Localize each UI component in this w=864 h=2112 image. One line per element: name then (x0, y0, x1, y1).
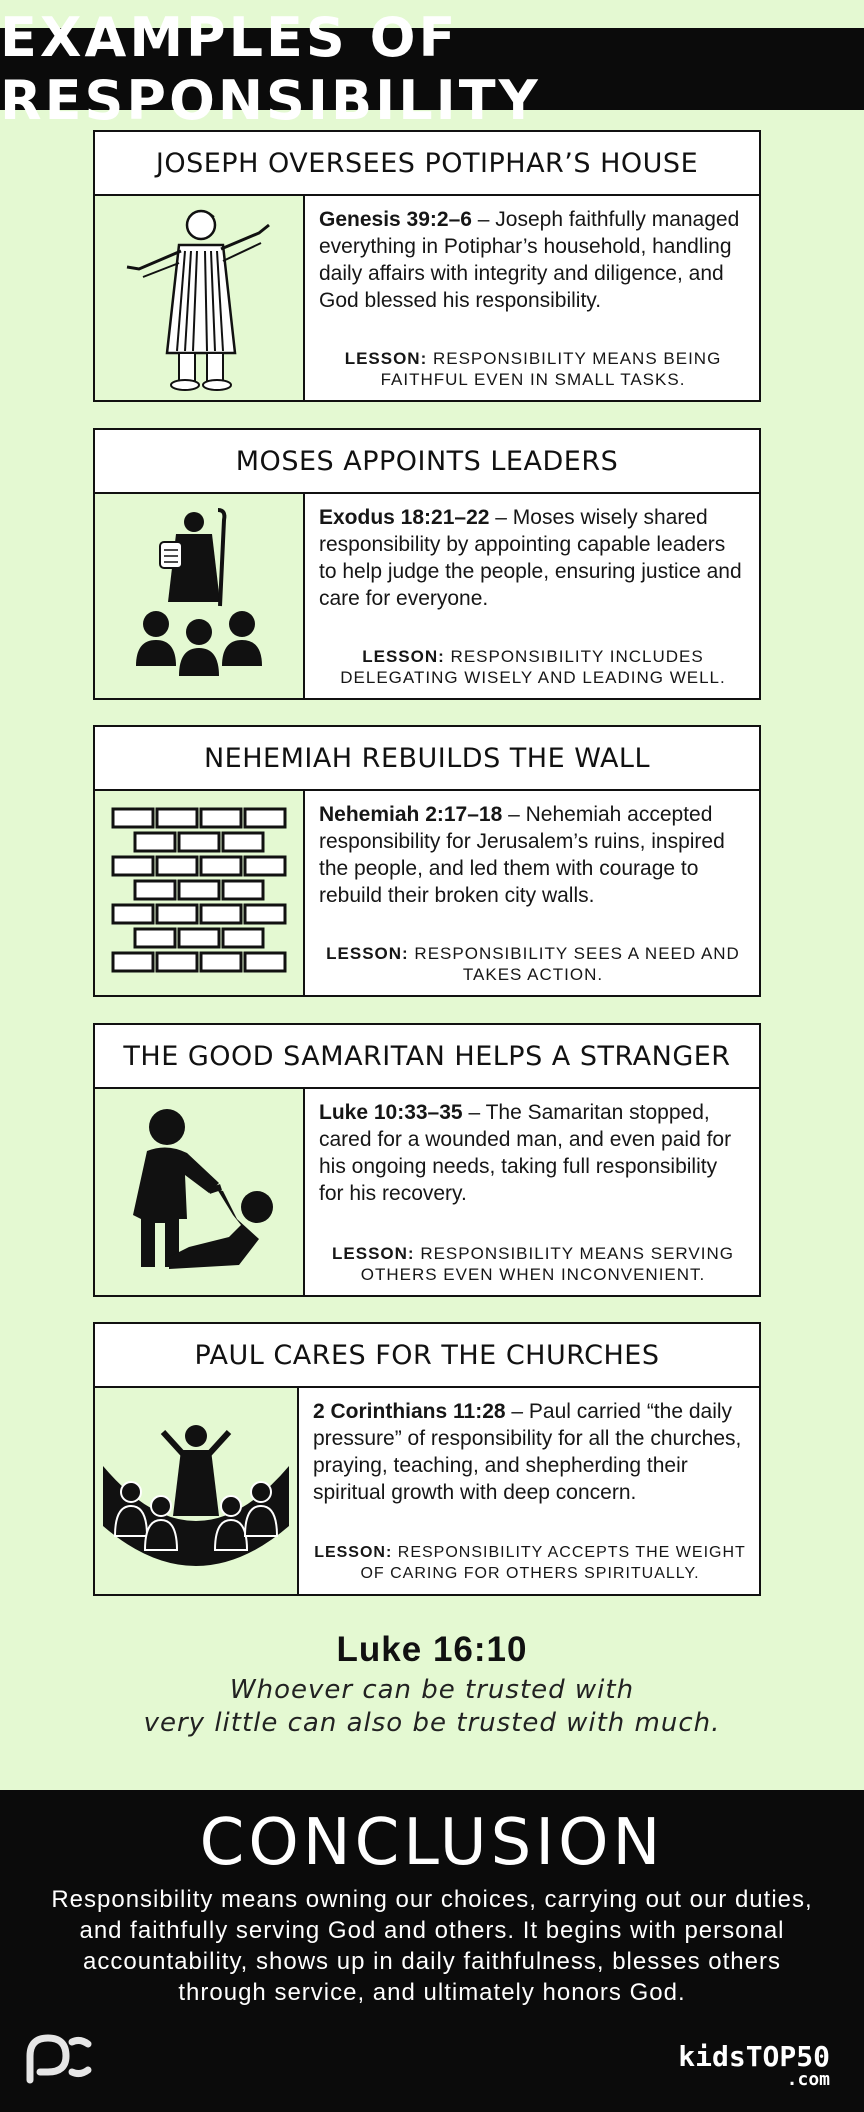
lesson-body: RESPONSIBILITY MEANS SERVING OTHERS EVEN WHEN INCONVENIENT. (360, 1244, 734, 1284)
scripture-text (313, 1398, 747, 1506)
scripture-body: – Moses wisely shared responsibility by appointing capable leaders to help judge the people, ensuring justice and care for everyone. (319, 506, 742, 610)
lesson-label: LESSON: (326, 944, 409, 963)
page-title-banner (0, 6, 864, 132)
brand-name-part2: TOP50 (745, 2040, 830, 2073)
scripture-body: – Joseph faithfully managed everything in Potiphar’s household, handling daily affairs with integrity and diligence, and God blessed his responsibility. (319, 208, 740, 312)
brand-domain: .com (786, 2069, 830, 2090)
lesson-text (319, 1243, 747, 1285)
example-card-paul (93, 1322, 761, 1596)
scripture-reference: Genesis 39:2–6 (319, 208, 472, 231)
pc-logo-icon (22, 2030, 94, 2089)
lesson-text (313, 1542, 747, 1584)
scripture-body: – Nehemiah accepted responsibility for Jerusalem’s ruins, inspired the people, and led them with courage to rebuild their broken city walls. (319, 803, 725, 907)
verse-reference: Luke 16:10 (336, 1630, 528, 1669)
brand-name-part1: kids (678, 2040, 746, 2073)
scripture-text (319, 801, 747, 909)
helping-hand-icon (95, 1089, 305, 1295)
moses-with-people-icon (95, 494, 305, 698)
lesson-label: LESSON: (332, 1244, 415, 1263)
card-title: JOSEPH OVERSEES POTIPHAR’S HOUSE (95, 132, 759, 196)
lesson-text (319, 943, 747, 985)
lesson-body: RESPONSIBILITY INCLUDES DELEGATING WISELY AND LEADING WELL. (340, 647, 726, 687)
page-title: EXAMPLES OF RESPONSIBILITY (0, 6, 541, 132)
scripture-reference: Luke 10:33–35 (319, 1101, 463, 1124)
example-card-joseph (93, 130, 761, 402)
scripture-text (319, 206, 747, 314)
lesson-text (319, 348, 747, 390)
conclusion-title: CONCLUSION (199, 1806, 665, 1880)
example-card-samaritan (93, 1023, 761, 1297)
key-verse (0, 1630, 864, 1740)
scripture-reference: 2 Corinthians 11:28 (313, 1400, 506, 1423)
example-card-moses (93, 428, 761, 700)
card-title: NEHEMIAH REBUILDS THE WALL (95, 727, 759, 791)
lesson-label: LESSON: (314, 1544, 393, 1561)
lesson-body: RESPONSIBILITY SEES A NEED AND TAKES ACTION. (408, 944, 740, 984)
brand-logo (678, 2040, 830, 2090)
preacher-crowd-icon (95, 1388, 299, 1594)
joseph-robe-figure-icon (95, 196, 305, 400)
verse-line-2: very little can also be trusted with much. (143, 1708, 721, 1738)
card-title: PAUL CARES FOR THE CHURCHES (95, 1324, 759, 1388)
lesson-body: RESPONSIBILITY ACCEPTS THE WEIGHT OF CARING FOR OTHERS SPIRITUALLY. (360, 1544, 746, 1582)
scripture-reference: Exodus 18:21–22 (319, 506, 490, 529)
lesson-label: LESSON: (344, 349, 428, 368)
verse-line-1: Whoever can be trusted with (229, 1675, 635, 1705)
lesson-text (319, 646, 747, 688)
card-title: MOSES APPOINTS LEADERS (95, 430, 759, 494)
example-card-nehemiah (93, 725, 761, 997)
lesson-body: RESPONSIBILITY MEANS BEING FAITHFUL EVEN IN SMALL TASKS. (380, 349, 722, 389)
brick-wall-icon (95, 791, 305, 995)
scripture-body: – The Samaritan stopped, cared for a wounded man, and even paid for his ongoing needs, taking full responsibility for his recovery. (319, 1101, 732, 1205)
card-title: THE GOOD SAMARITAN HELPS A STRANGER (95, 1025, 759, 1089)
scripture-text (319, 1099, 747, 1207)
lesson-label: LESSON: (362, 647, 445, 666)
conclusion-text: Responsibility means owning our choices, carrying out our duties, and faithfully serving God and others. It begins with personal accountability, shows up in daily faithfulness, blesses others through service, and ultimately honors God. (51, 1886, 813, 2006)
scripture-reference: Nehemiah 2:17–18 (319, 803, 503, 826)
scripture-body: – Paul carried “the daily pressure” of responsibility for all the churches, praying, teaching, and shepherding their spiritual growth with deep concern. (313, 1400, 742, 1504)
scripture-text (319, 504, 747, 612)
